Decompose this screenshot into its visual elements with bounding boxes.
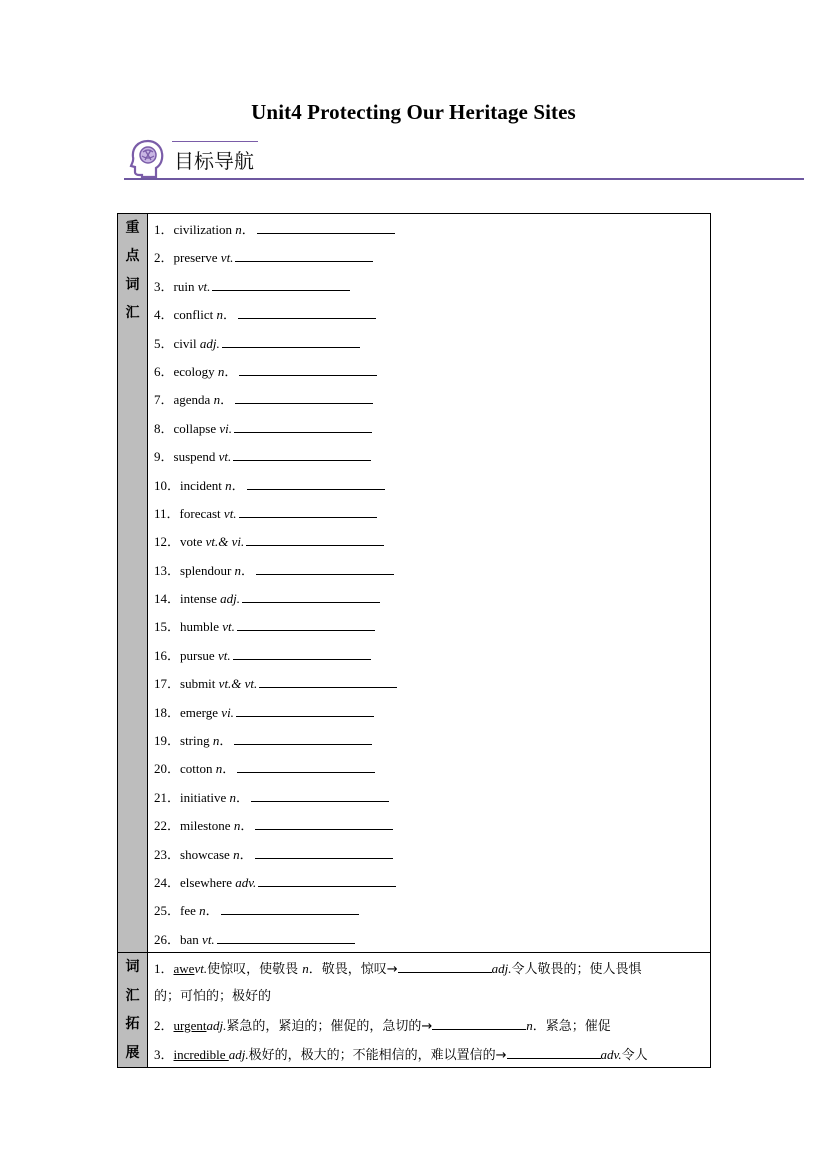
item-punct: ． — [222, 307, 236, 323]
extension-line — [148, 1010, 710, 1039]
item-pos: n — [212, 733, 220, 749]
item-punct: ． — [205, 903, 219, 919]
vocab-item — [148, 611, 710, 639]
item-pos: adj. — [491, 961, 512, 977]
item-pos: vt. — [222, 619, 235, 635]
vocab-item — [148, 526, 710, 554]
item-word: ecology — [173, 363, 218, 379]
item-meaning: 令人 — [621, 1047, 648, 1063]
item-punct: ． — [222, 761, 236, 777]
answer-blank[interactable] — [233, 640, 371, 660]
answer-blank[interactable] — [239, 498, 377, 518]
item-pos: n — [216, 307, 223, 323]
key-vocab-list — [148, 214, 711, 953]
item-word: ruin — [173, 278, 198, 294]
answer-blank[interactable] — [212, 271, 350, 291]
item-word: string — [180, 733, 213, 749]
item-word: vote — [180, 534, 206, 550]
item-pos: vt. — [218, 449, 232, 465]
extension-line — [148, 1039, 710, 1068]
item-number: 5． — [154, 335, 174, 351]
item-word: collapse — [173, 420, 220, 436]
item-word: forecast — [179, 505, 224, 521]
item-number: 2． — [154, 1018, 174, 1034]
item-word: initiative — [180, 789, 230, 805]
item-number: 1． — [154, 961, 174, 977]
item-pos: adj. — [228, 1046, 249, 1062]
item-pos: n — [225, 477, 232, 493]
vocab-item — [148, 895, 710, 923]
item-number: 7． — [154, 392, 174, 408]
item-word: civil — [173, 335, 200, 351]
answer-blank[interactable] — [259, 668, 397, 688]
label-char: 拓 — [125, 1016, 140, 1033]
answer-blank[interactable] — [257, 214, 395, 234]
item-pos: vt. — [217, 647, 231, 663]
item-number: 6． — [154, 363, 174, 379]
vocab-table — [117, 213, 711, 1068]
item-number: 8． — [154, 420, 174, 436]
item-word: ban — [180, 931, 203, 947]
item-word: suspend — [173, 449, 219, 465]
item-punct: ． — [220, 392, 234, 408]
answer-blank[interactable] — [247, 470, 385, 490]
answer-blank[interactable] — [242, 583, 380, 603]
item-meaning: 令人敬畏的；使人畏惧 — [511, 962, 642, 978]
item-meaning: ．紧急；催促 — [532, 1019, 611, 1035]
item-number: 22． — [154, 818, 181, 834]
answer-blank[interactable] — [246, 526, 384, 546]
item-pos: n — [235, 222, 242, 237]
item-word: humble — [180, 619, 223, 635]
label-char: 展 — [125, 1044, 140, 1061]
answer-blank[interactable] — [234, 725, 372, 745]
item-number: 4． — [154, 307, 174, 323]
brain-head-icon — [128, 138, 166, 178]
vocab-item — [148, 867, 710, 895]
vocab-item — [148, 725, 710, 753]
item-pos: n — [302, 961, 309, 977]
answer-blank[interactable] — [222, 328, 360, 348]
item-pos: vt.& vt. — [218, 676, 258, 692]
item-number: 15． — [154, 619, 181, 635]
answer-blank[interactable] — [235, 384, 373, 404]
vocab-item — [148, 668, 710, 696]
item-punct: ． — [239, 846, 253, 862]
answer-blank[interactable] — [255, 810, 393, 830]
item-pos: adv. — [600, 1046, 622, 1062]
item-number: 18． — [154, 704, 181, 720]
vocab-item — [148, 782, 710, 810]
label-char: 词 — [125, 276, 140, 293]
vocab-item — [148, 271, 710, 299]
item-pos: adj. — [199, 335, 220, 351]
answer-blank[interactable] — [237, 753, 375, 773]
item-pos: n — [229, 789, 236, 805]
section-header — [124, 136, 804, 182]
item-punct: ． — [235, 789, 249, 805]
answer-blank[interactable] — [233, 441, 371, 461]
answer-blank[interactable] — [398, 953, 492, 973]
item-word: civilization — [173, 222, 236, 237]
item-number: 9． — [154, 449, 174, 465]
item-number: 14． — [154, 591, 181, 607]
item-pos: n — [526, 1018, 533, 1034]
item-pos: vt. — [194, 961, 208, 977]
item-pos: vt.& vi. — [205, 534, 245, 550]
section-header-title: 目标导航 — [174, 149, 254, 173]
item-word: preserve — [173, 250, 221, 266]
item-punct: ． — [224, 363, 238, 379]
item-pos: vt. — [202, 931, 215, 947]
vocab-item — [148, 498, 710, 526]
vocab-item — [148, 384, 710, 412]
item-meaning: 使惊叹，使敬畏 — [207, 962, 303, 978]
item-number: 3． — [154, 1046, 174, 1062]
item-word: splendour — [180, 562, 235, 578]
item-word: incident — [180, 477, 226, 493]
label-char: 词 — [125, 959, 140, 976]
vocab-item — [148, 470, 710, 498]
vocab-item — [148, 413, 710, 441]
item-word: conflict — [173, 307, 217, 323]
vocab-item — [148, 924, 710, 952]
item-pos: vt. — [220, 250, 234, 266]
item-number: 10． — [154, 477, 181, 493]
item-pos: n — [199, 903, 206, 919]
item-number: 3． — [154, 278, 174, 294]
vocab-item — [148, 299, 710, 327]
answer-blank[interactable] — [251, 782, 389, 802]
label-char: 汇 — [125, 987, 140, 1004]
answer-blank[interactable] — [234, 413, 372, 433]
item-word: pursue — [180, 647, 218, 663]
extension-line — [148, 953, 710, 982]
item-number: 2． — [154, 250, 174, 266]
answer-blank[interactable] — [217, 924, 355, 944]
vocab-item — [148, 810, 710, 838]
item-number: 19． — [154, 733, 181, 749]
item-word: cotton — [180, 761, 216, 777]
answer-blank[interactable] — [432, 1010, 526, 1030]
item-word: showcase — [180, 846, 234, 862]
key-vocab-section — [118, 214, 711, 953]
item-number: 21． — [154, 789, 181, 805]
item-word: fee — [180, 903, 200, 919]
item-punct: ． — [240, 818, 254, 834]
item-number: 25． — [154, 903, 181, 919]
page-title: Unit4 Protecting Our Heritage Sites — [251, 100, 576, 124]
item-number: 24． — [154, 874, 181, 890]
answer-blank[interactable] — [239, 356, 377, 376]
item-word: urgent — [173, 1018, 207, 1034]
vocab-item — [148, 640, 710, 668]
label-char: 汇 — [125, 305, 140, 322]
vocab-item — [148, 441, 710, 469]
item-word: incredible — [173, 1046, 229, 1062]
item-pos: n — [217, 363, 225, 379]
item-pos: adj. — [206, 1018, 227, 1034]
item-meaning: 的；可怕的；极好的 — [154, 988, 272, 1004]
vocab-extension-list — [148, 953, 711, 1068]
item-number: 23． — [154, 846, 181, 862]
item-pos: vi. — [219, 420, 232, 436]
item-word: awe — [173, 961, 195, 977]
item-pos: vt. — [223, 505, 237, 521]
item-punct: ． — [219, 733, 233, 749]
item-punct: ． — [231, 477, 245, 493]
answer-blank[interactable] — [255, 839, 393, 859]
item-number: 1． — [154, 222, 174, 237]
item-number: 16． — [154, 647, 181, 663]
item-word: milestone — [180, 818, 234, 834]
item-number: 13． — [154, 562, 181, 578]
item-pos: vt. — [197, 278, 211, 294]
item-word: emerge — [180, 704, 222, 720]
vocab-item — [148, 555, 710, 583]
item-pos: vi. — [221, 704, 234, 720]
answer-blank[interactable] — [258, 867, 396, 887]
item-pos: n — [233, 818, 241, 834]
answer-blank[interactable] — [237, 611, 375, 631]
answer-blank[interactable] — [256, 555, 394, 575]
header-bottom-rule — [124, 178, 804, 180]
item-number: 26． — [154, 931, 181, 947]
item-pos: adv. — [235, 874, 257, 890]
vocab-item — [148, 583, 710, 611]
vocab-item — [148, 697, 710, 725]
answer-blank[interactable] — [236, 697, 374, 717]
header-top-rule — [172, 141, 258, 142]
item-number: 20． — [154, 761, 181, 777]
item-meaning: 紧急的，紧迫的；催促的，急切的→ — [226, 1019, 433, 1035]
label-char: 重 — [125, 220, 140, 236]
item-punct: ． — [241, 562, 255, 578]
item-word: submit — [180, 676, 219, 692]
key-vocab-label — [118, 214, 148, 953]
vocab-extension-label — [118, 953, 148, 1068]
item-pos: n — [215, 761, 223, 777]
answer-blank[interactable] — [235, 242, 373, 262]
item-punct: ． — [241, 222, 255, 237]
vocab-item — [148, 242, 710, 270]
item-pos: adj. — [220, 591, 240, 607]
vocab-item — [148, 328, 710, 356]
item-pos: n — [233, 846, 240, 862]
answer-blank[interactable] — [221, 895, 359, 915]
item-meaning: 极好的，极大的；不能相信的，难以置信的→ — [248, 1047, 507, 1063]
item-number: 17． — [154, 676, 181, 692]
answer-blank[interactable] — [507, 1039, 601, 1059]
item-word: agenda — [173, 392, 214, 408]
item-number: 12． — [154, 534, 181, 550]
item-word: intense — [180, 591, 221, 607]
vocab-item — [148, 214, 710, 242]
vocab-item — [148, 753, 710, 781]
item-pos: n — [234, 562, 242, 578]
item-pos: n — [213, 392, 221, 408]
label-char: 点 — [125, 248, 140, 265]
vocab-extension-section — [118, 953, 711, 1068]
vocab-item — [148, 356, 710, 384]
item-number: 11． — [154, 505, 180, 521]
item-meaning: ．敬畏，惊叹→ — [308, 962, 398, 978]
item-word: elsewhere — [180, 874, 236, 890]
answer-blank[interactable] — [238, 299, 376, 319]
extension-line — [148, 982, 710, 1011]
vocab-item — [148, 839, 710, 867]
